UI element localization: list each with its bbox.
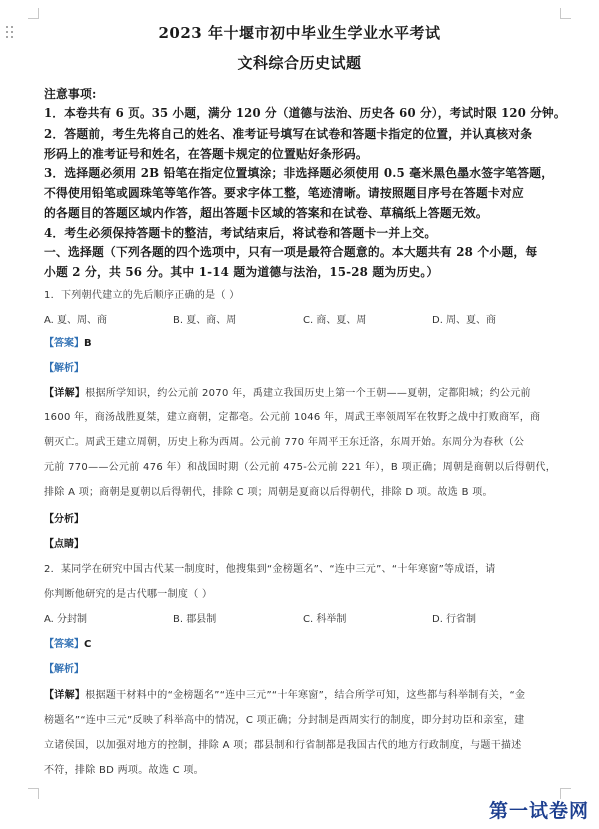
notice-line: 4．考生必须保持答题卡的整洁，考试结束后，将试卷和答题卡一并上交。 [44,226,437,240]
answer-value: B [84,338,92,349]
option-b: B. 郡县制 [173,614,217,625]
question-stem: 你判断他研究的是古代哪一制度（ ） [44,589,213,600]
section-heading: 一、选择题（下列各题的四个选项中，只有一项是最符合题意的。本大题共有 28 个小题，每 [44,245,538,259]
notice-line: 不得使用铅笔或圆珠笔等笔作答。要求字体工整，笔迹清晰。请按照题目序号在答题卡对应 [44,186,524,200]
notice-line: 3．选择题必须用 2B 铅笔在指定位置填涂；非选择题必须使用 0.5 毫米黑色墨水签字笔答题， [44,166,554,180]
crop-mark-bottom-left [28,788,39,799]
option-b: B. 夏、商、周 [173,315,237,326]
detail-line: 排除 A 项；商朝是夏朝以后得朝代，排除 C 项；周朝是夏商以后得朝代，排除 D 项。故选 B 项。 [44,487,493,498]
detail-line: 朝灭亡。周武王建立周朝，历史上称为西周。公元前 770 年周平王东迁洛，东周开始。东周分为春秋（公 [44,437,525,448]
answer-label: 【答案】 [44,639,84,650]
detail-line: 元前 770——公元前 476 年）和战国时期（公元前 475-公元前 221 年），B 项正确；周朝是商朝以后得朝代， [44,462,557,473]
option-d: D. 周、夏、商 [432,315,497,326]
crop-mark-top-right [560,8,571,19]
answer-value: C [84,639,92,650]
watermark-logo: 第一试卷网 [488,800,589,822]
detail-line [44,384,531,399]
notice-line: 形码上的准考证号和姓名，在答题卡规定的位置贴好条形码。 [44,147,368,161]
dianjing-label: 【点睛】 [44,539,84,550]
answer-row [44,635,91,650]
analysis-label: 【解析】 [44,664,84,675]
exam-title: 2023 年十堰市初中毕业生学业水平考试 [158,24,441,42]
exam-subtitle: 文科综合历史试题 [237,54,362,72]
analysis-label: 【解析】 [44,363,84,374]
crop-mark-top-left [28,8,39,19]
fenxi-label: 【分析】 [44,514,84,525]
option-a: A. 分封制 [44,614,88,625]
notice-line: 的各题目的答题区域内作答，超出答题卡区域的答案和在试卷、草稿纸上答题无效。 [44,206,488,220]
answer-label: 【答案】 [44,338,84,349]
detail-label: 【详解】 [44,690,86,701]
notice-line: 1．本卷共有 6 页。35 小题，满分 120 分（道德与法治、历史各 60 分），考试时限 120 分钟。 [44,106,566,120]
option-c: C. 商、夏、周 [303,315,367,326]
detail-line: 不符，排除 BD 两项。故选 C 项。 [44,765,204,776]
detail-text: 根据所学知识，约公元前 2070 年，禹建立我国历史上第一个王朝——夏朝，定都阳城；约公元前 [85,388,531,399]
option-a: A. 夏、周、商 [44,315,108,326]
section-heading: 小题 2 分，共 56 分。其中 1-14 题为道德与法治，15-28 题为历史。） [44,265,439,279]
notice-heading: 注意事项: [44,87,97,101]
detail-line: 榜题名”“连中三元”反映了科举高中的情况，C 项正确；分封制是西周实行的制度，即分封功臣和亲室，建 [44,715,525,726]
answer-row [44,334,92,349]
question-stem: 1．下列朝代建立的先后顺序正确的是（ ） [44,290,240,301]
detail-line [44,686,525,701]
notice-line: 2．答题前，考生先将自己的姓名、准考证号填写在试卷和答题卡指定的位置，并认真核对条 [44,127,533,141]
detail-text: 根据题干材料中的“金榜题名”“连中三元”“十年寒窗”，结合所学可知，这些都与科举制有关，“金 [85,690,526,701]
detail-label: 【详解】 [44,388,86,399]
detail-line: 立诸侯国，以加强对地方的控制，排除 A 项；郡县制和行省制都是我国古代的地方行政制度，与题干描述 [44,740,522,751]
option-d: D. 行省制 [432,614,477,625]
detail-line: 1600 年，商汤战胜夏桀，建立商朝，定都亳。公元前 1046 年，周武王率领周军在牧野之战中打败商军，商 [44,412,541,423]
question-stem: 2．某同学在研究中国古代某一制度时，他搜集到“金榜题名”、“连中三元”、“十年寒窗”等成语，请 [44,564,496,575]
option-c: C. 科举制 [303,614,347,625]
